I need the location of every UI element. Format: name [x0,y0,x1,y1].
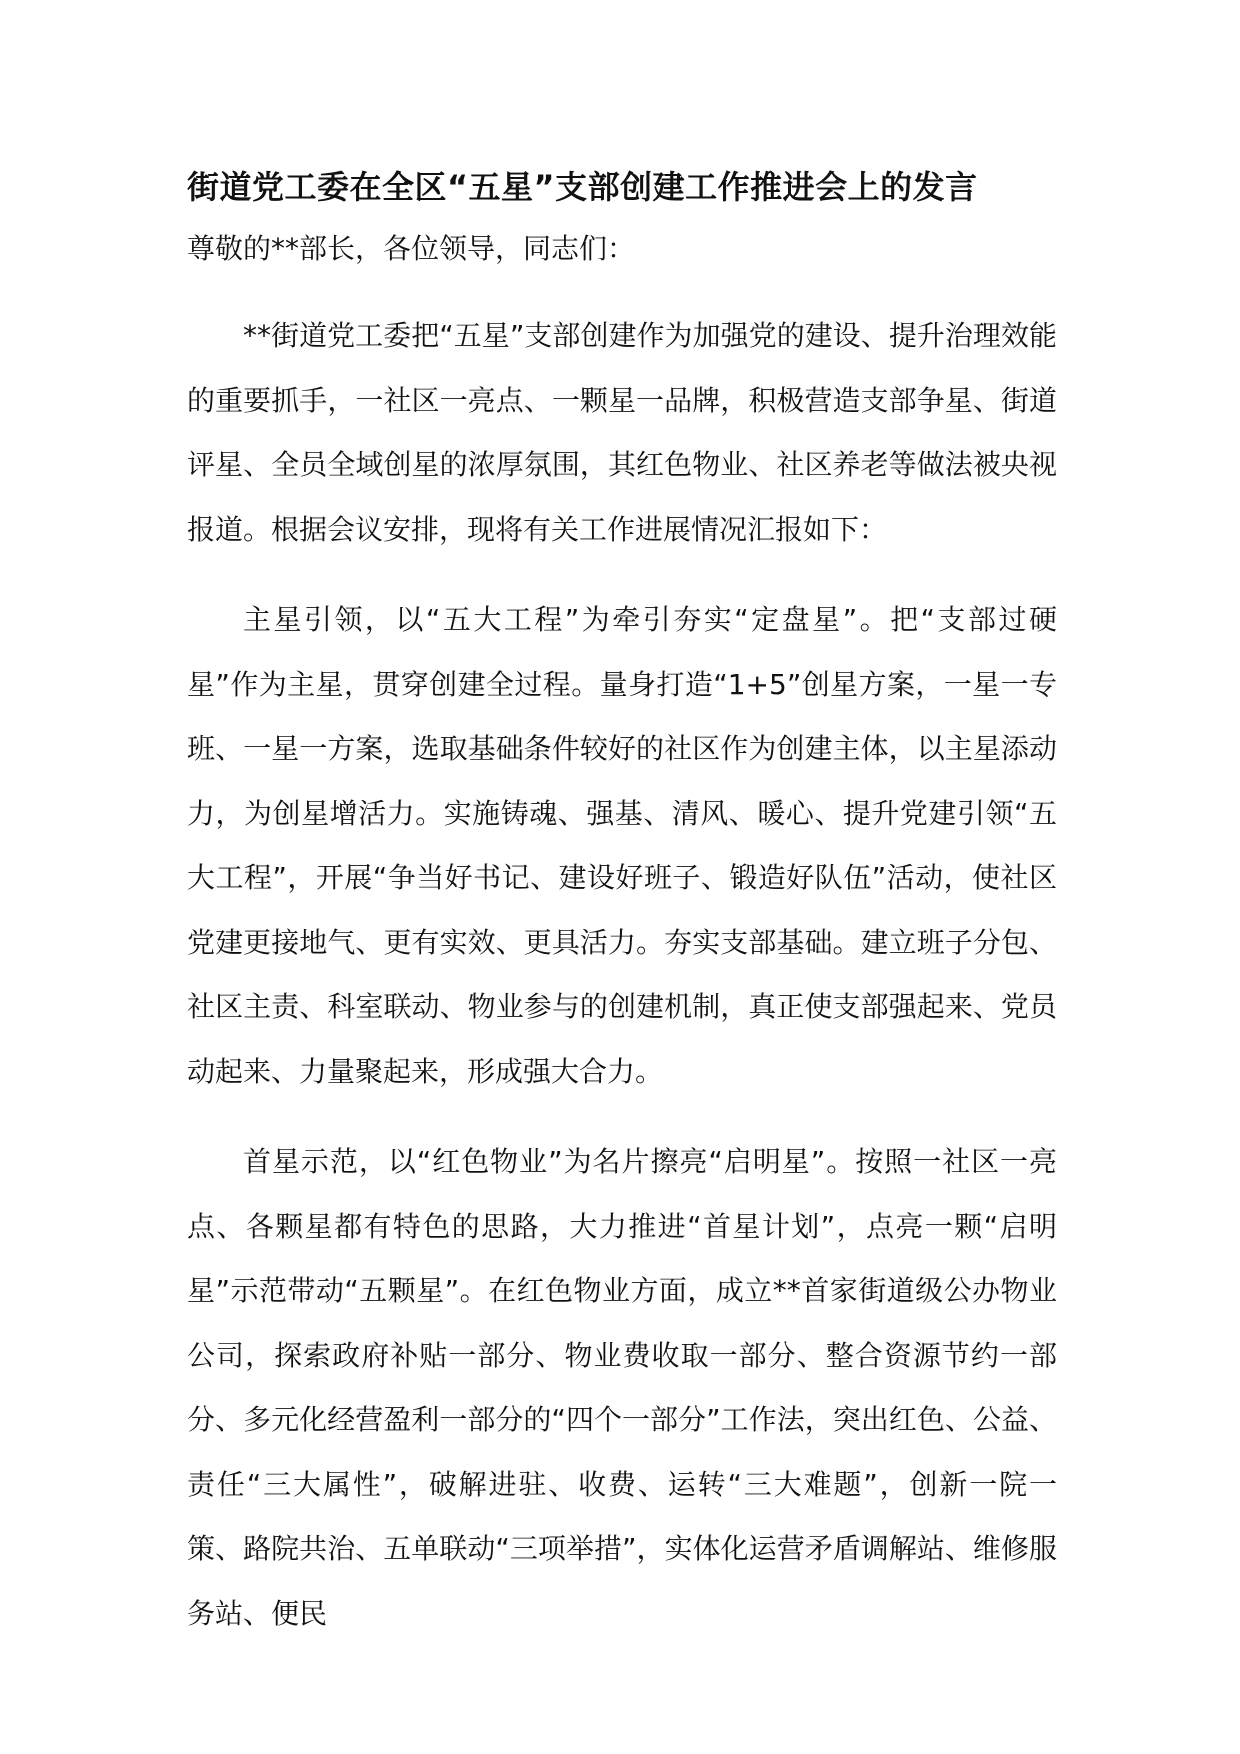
salutation: 尊敬的**部长，各位领导，同志们： [187,232,636,265]
document-page [187,160,1057,1646]
document-title: 街道党工委在全区“五星”支部创建工作推进会上的发言 [187,168,978,206]
paragraph-first-star: 首星示范，以“红色物业”为名片擦亮“启明星”。按照一社区一亮点、各颗星都有特色的思路，大力推进“首星计划”，点亮一颗“启明星”示范带动“五颗星”。在红色物业方面，成立**首家街道级公办物业公司，探索政府补贴一部分、物业费收取一部分、整合资源节约一部分、多元化经营盈利一部分的“四个一部分”工作法，突出红色、公益、责任“三大属性”，破解进驻、收费、运转“三大难题”，创新一院一策、路院共治、五单联动“三项举措”，实体化运营矛盾调解站、维修服务站、便民 [187,1145,1057,1630]
paragraph-intro: **街道党工委把“五星”支部创建作为加强党的建设、提升治理效能的重要抓手，一社区一亮点、一颗星一品牌，积极营造支部争星、街道评星、全员全域创星的浓厚氛围，其红色物业、社区养老等做法被央视报道。根据会议安排，现将有关工作进展情况汇报如下： [187,319,1057,546]
paragraph-main-star: 主星引领，以“五大工程”为牵引夯实“定盘星”。把“支部过硬星”作为主星，贯穿创建全过程。量身打造“1+5”创星方案，一星一专班、一星一方案，选取基础条件较好的社区作为创建主体，以主星添动力，为创星增活力。实施铸魂、强基、清风、暖心、提升党建引领“五大工程”，开展“争当好书记、建设好班子、锻造好队伍”活动，使社区党建更接地气、更有实效、更具活力。夯实支部基础。建立班子分包、社区主责、科室联动、物业参与的创建机制，真正使支部强起来、党员动起来、力量聚起来，形成强大合力。 [187,603,1057,1088]
